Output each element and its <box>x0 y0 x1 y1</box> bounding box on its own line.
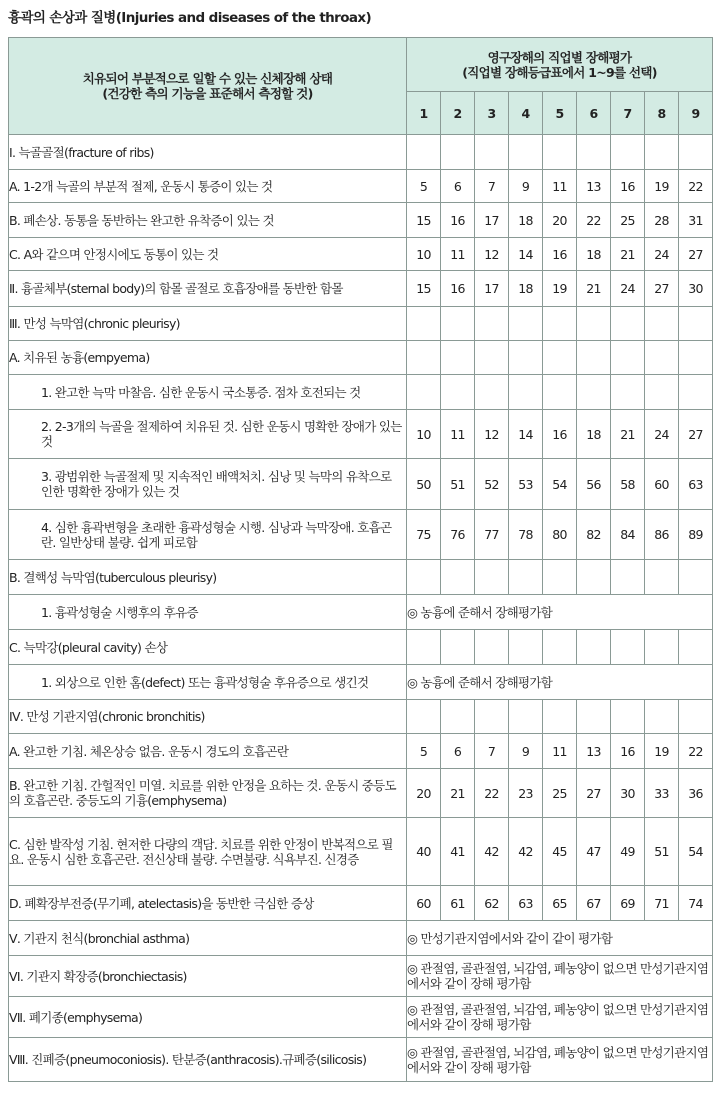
rating-cell: 14 <box>509 238 543 271</box>
rating-cell: 42 <box>475 818 509 886</box>
rating-cell: 78 <box>509 510 543 560</box>
table-row <box>9 665 713 700</box>
rating-cell: 24 <box>611 271 645 307</box>
rating-cell: 50 <box>407 459 441 510</box>
row-label: Ⅱ. 흉골체부(sternal body)의 함몰 골절로 호흡장애를 동반한 함몰 <box>9 271 407 307</box>
rating-cell: 16 <box>543 410 577 459</box>
row-label: Ⅷ. 진폐증(pneumoconiosis). 탄분증(anthracosis).규폐증(silicosis) <box>9 1038 407 1082</box>
rating-cell: 42 <box>509 818 543 886</box>
table-row <box>9 459 713 510</box>
rating-cell: 16 <box>441 203 475 238</box>
row-label: D. 폐확장부전증(무기폐, atelectasis)을 동반한 극심한 증상 <box>9 886 407 921</box>
rating-cell: 13 <box>577 734 611 769</box>
rating-cell: 11 <box>441 238 475 271</box>
rating-cell: 10 <box>407 410 441 459</box>
header-condition <box>9 38 407 135</box>
rating-cell: 86 <box>645 510 679 560</box>
rating-cell <box>509 700 543 734</box>
rating-cell: 11 <box>543 734 577 769</box>
rating-cell: 89 <box>679 510 713 560</box>
rating-cell: 22 <box>475 769 509 818</box>
column-header-9: 9 <box>679 92 713 135</box>
row-label: 2. 2-3개의 늑골을 절제하여 치유된 것. 심한 운동시 명확한 장애가 있는 것 <box>9 410 407 459</box>
rating-cell <box>611 135 645 170</box>
row-label: Ⅰ. 늑골골절(fracture of ribs) <box>9 135 407 170</box>
rating-cell <box>543 700 577 734</box>
header-condition-line2: (건강한 측의 기능을 표준해서 측정할 것) <box>102 86 313 101</box>
rating-cell <box>441 341 475 375</box>
rating-cell: 60 <box>407 886 441 921</box>
rating-cell: 65 <box>543 886 577 921</box>
table-row <box>9 375 713 410</box>
rating-cell <box>475 307 509 341</box>
rating-cell: 75 <box>407 510 441 560</box>
rating-cell <box>577 700 611 734</box>
rating-cell: 19 <box>645 734 679 769</box>
rating-cell: 27 <box>679 410 713 459</box>
rating-cell: 80 <box>543 510 577 560</box>
row-label: Ⅳ. 만성 기관지염(chronic bronchitis) <box>9 700 407 734</box>
rating-cell: 21 <box>577 271 611 307</box>
rating-cell: 13 <box>577 170 611 203</box>
column-header-1: 1 <box>407 92 441 135</box>
rating-cell: 22 <box>679 734 713 769</box>
rating-cell: 18 <box>509 271 543 307</box>
rating-cell <box>679 560 713 595</box>
table-row <box>9 170 713 203</box>
rating-cell: 16 <box>441 271 475 307</box>
row-label: Ⅵ. 기관지 확장증(bronchiectasis) <box>9 956 407 997</box>
rating-cell <box>407 375 441 410</box>
rating-cell: 16 <box>611 734 645 769</box>
rating-cell <box>577 341 611 375</box>
rating-cell <box>509 630 543 665</box>
rating-cell <box>475 375 509 410</box>
column-header-7: 7 <box>611 92 645 135</box>
table-row <box>9 341 713 375</box>
row-note: ◎ 농흉에 준해서 장해평가함 <box>407 595 713 630</box>
row-label: Ⅴ. 기관지 천식(bronchial asthma) <box>9 921 407 956</box>
rating-cell: 16 <box>611 170 645 203</box>
rating-cell: 12 <box>475 238 509 271</box>
rating-cell: 51 <box>441 459 475 510</box>
rating-cell <box>441 307 475 341</box>
rating-cell: 9 <box>509 734 543 769</box>
rating-cell <box>543 307 577 341</box>
rating-cell: 82 <box>577 510 611 560</box>
rating-cell: 28 <box>645 203 679 238</box>
rating-cell: 22 <box>577 203 611 238</box>
rating-cell <box>407 560 441 595</box>
rating-cell: 47 <box>577 818 611 886</box>
rating-cell: 20 <box>407 769 441 818</box>
rating-cell: 7 <box>475 734 509 769</box>
rating-cell: 31 <box>679 203 713 238</box>
rating-cell: 17 <box>475 271 509 307</box>
rating-cell <box>475 700 509 734</box>
header-rating-line1: 영구장해의 직업별 장해평가 <box>487 49 632 65</box>
rating-cell: 16 <box>543 238 577 271</box>
rating-cell <box>407 630 441 665</box>
rating-cell <box>645 135 679 170</box>
header-rating <box>407 38 713 92</box>
rating-cell: 27 <box>577 769 611 818</box>
rating-cell: 11 <box>543 170 577 203</box>
rating-cell <box>645 307 679 341</box>
rating-cell: 18 <box>577 410 611 459</box>
rating-cell <box>645 375 679 410</box>
table-row <box>9 630 713 665</box>
rating-cell: 67 <box>577 886 611 921</box>
row-label: C. A와 같으며 안정시에도 동통이 있는 것 <box>9 238 407 271</box>
row-label: 1. 완고한 늑막 마찰음. 심한 운동시 국소통증. 점차 호전되는 것 <box>9 375 407 410</box>
rating-cell <box>679 307 713 341</box>
rating-cell: 9 <box>509 170 543 203</box>
table-row <box>9 921 713 956</box>
rating-cell: 24 <box>645 238 679 271</box>
rating-cell: 15 <box>407 203 441 238</box>
table-row <box>9 595 713 630</box>
column-header-3: 3 <box>475 92 509 135</box>
rating-cell <box>407 307 441 341</box>
rating-cell: 10 <box>407 238 441 271</box>
table-row <box>9 238 713 271</box>
rating-cell <box>577 307 611 341</box>
rating-cell <box>611 375 645 410</box>
rating-cell: 6 <box>441 170 475 203</box>
rating-cell <box>509 307 543 341</box>
rating-cell <box>509 375 543 410</box>
rating-cell: 61 <box>441 886 475 921</box>
rating-cell: 52 <box>475 459 509 510</box>
table-row <box>9 818 713 886</box>
rating-cell: 56 <box>577 459 611 510</box>
table-row <box>9 135 713 170</box>
row-label: Ⅶ. 폐기종(emphysema) <box>9 997 407 1038</box>
disability-table <box>8 37 713 1082</box>
rating-cell <box>577 375 611 410</box>
rating-cell <box>577 630 611 665</box>
rating-cell <box>441 560 475 595</box>
rating-cell <box>441 375 475 410</box>
row-label: 1. 외상으로 인한 홈(defect) 또는 흉곽성형술 후유증으로 생긴것 <box>9 665 407 700</box>
rating-cell <box>441 700 475 734</box>
row-note: ◎ 관절염, 골관절염, 뇌감염, 폐농양이 없으면 만성기관지염에서와 같이 장해 평가함 <box>407 997 713 1038</box>
rating-cell <box>475 135 509 170</box>
table-row <box>9 734 713 769</box>
rating-cell: 24 <box>645 410 679 459</box>
rating-cell <box>509 341 543 375</box>
table-row <box>9 1038 713 1082</box>
rating-cell <box>543 630 577 665</box>
row-label: A. 1-2개 늑골의 부분적 절제, 운동시 통증이 있는 것 <box>9 170 407 203</box>
rating-cell: 54 <box>543 459 577 510</box>
rating-cell: 18 <box>509 203 543 238</box>
rating-cell: 40 <box>407 818 441 886</box>
rating-cell: 21 <box>441 769 475 818</box>
table-row <box>9 510 713 560</box>
column-header-6: 6 <box>577 92 611 135</box>
rating-cell: 77 <box>475 510 509 560</box>
row-label: B. 완고한 기침. 간헐적인 미열. 치료를 위한 안정을 요하는 것. 운동시 중등도의 호흡곤란. 중등도의 기흉(emphysema) <box>9 769 407 818</box>
rating-cell: 51 <box>645 818 679 886</box>
row-label: A. 치유된 농흉(empyema) <box>9 341 407 375</box>
row-note: ◎ 농흉에 준해서 장해평가함 <box>407 665 713 700</box>
row-label: 3. 광범위한 늑골절제 및 지속적인 배액처치. 심낭 및 늑막의 유착으로 인한 명확한 장애가 있는 것 <box>9 459 407 510</box>
rating-cell: 60 <box>645 459 679 510</box>
row-note: ◎ 관절염, 골관절염, 뇌감염, 폐농양이 없으면 만성기관지염에서와 같이 장해 평가함 <box>407 1038 713 1082</box>
rating-cell: 30 <box>679 271 713 307</box>
row-label: C. 심한 발작성 기침. 현저한 다량의 객담. 치료를 위한 안정이 반복적으로 필요. 운동시 심한 호흡곤란. 전신상태 불량. 수면불량. 식욕부진. 신경증 <box>9 818 407 886</box>
row-label: A. 완고한 기침. 체온상승 없음. 운동시 경도의 호흡곤란 <box>9 734 407 769</box>
table-row <box>9 956 713 997</box>
rating-cell: 14 <box>509 410 543 459</box>
row-label: 4. 심한 흉곽변형을 초래한 흉곽성형술 시행. 심낭과 늑막장애. 호흡곤란. 일반상태 불량. 쉽게 피로함 <box>9 510 407 560</box>
table-row <box>9 271 713 307</box>
rating-cell: 19 <box>645 170 679 203</box>
rating-cell: 25 <box>543 769 577 818</box>
rating-cell <box>611 307 645 341</box>
table-row <box>9 307 713 341</box>
rating-cell: 84 <box>611 510 645 560</box>
column-header-5: 5 <box>543 92 577 135</box>
rating-cell <box>611 700 645 734</box>
rating-cell: 22 <box>679 170 713 203</box>
rating-cell: 54 <box>679 818 713 886</box>
page-title: 흉곽의 손상과 질병(Injuries and diseases of the throax) <box>8 10 372 26</box>
rating-cell <box>543 341 577 375</box>
rating-cell: 20 <box>543 203 577 238</box>
rating-cell <box>407 135 441 170</box>
row-note: ◎ 관절염, 골관절염, 뇌감염, 폐농양이 없으면 만성기관지염에서와 같이 장해 평가함 <box>407 956 713 997</box>
rating-cell: 7 <box>475 170 509 203</box>
rating-cell <box>543 560 577 595</box>
rating-cell <box>407 341 441 375</box>
rating-cell <box>577 560 611 595</box>
rating-cell: 5 <box>407 734 441 769</box>
rating-cell <box>543 375 577 410</box>
rating-cell: 30 <box>611 769 645 818</box>
rating-cell: 53 <box>509 459 543 510</box>
column-header-8: 8 <box>645 92 679 135</box>
row-label: B. 결핵성 늑막염(tuberculous pleurisy) <box>9 560 407 595</box>
rating-cell: 36 <box>679 769 713 818</box>
rating-cell: 33 <box>645 769 679 818</box>
rating-cell: 41 <box>441 818 475 886</box>
rating-cell: 18 <box>577 238 611 271</box>
rating-cell <box>441 630 475 665</box>
rating-cell: 27 <box>679 238 713 271</box>
rating-cell <box>441 135 475 170</box>
table-row <box>9 700 713 734</box>
row-label: C. 늑막강(pleural cavity) 손상 <box>9 630 407 665</box>
rating-cell <box>611 341 645 375</box>
rating-cell <box>679 630 713 665</box>
header-rating-line2: (직업별 장해등급표에서 1~9를 선택) <box>462 64 657 80</box>
rating-cell <box>475 560 509 595</box>
rating-cell: 19 <box>543 271 577 307</box>
rating-cell: 12 <box>475 410 509 459</box>
table-row <box>9 560 713 595</box>
rating-cell: 63 <box>509 886 543 921</box>
rating-cell <box>577 135 611 170</box>
rating-cell <box>475 341 509 375</box>
rating-cell: 25 <box>611 203 645 238</box>
rating-cell <box>679 375 713 410</box>
rating-cell: 23 <box>509 769 543 818</box>
rating-cell <box>645 560 679 595</box>
rating-cell: 21 <box>611 410 645 459</box>
rating-cell <box>509 135 543 170</box>
rating-cell <box>645 700 679 734</box>
table-row <box>9 203 713 238</box>
rating-cell: 21 <box>611 238 645 271</box>
rating-cell: 11 <box>441 410 475 459</box>
row-note: ◎ 만성기관지염에서와 같이 같이 평가함 <box>407 921 713 956</box>
rating-cell: 5 <box>407 170 441 203</box>
rating-cell: 6 <box>441 734 475 769</box>
rating-cell <box>611 630 645 665</box>
rating-cell <box>679 341 713 375</box>
rating-cell <box>475 630 509 665</box>
table-row <box>9 769 713 818</box>
column-header-2: 2 <box>441 92 475 135</box>
rating-cell <box>543 135 577 170</box>
row-label: 1. 흉곽성형술 시행후의 후유증 <box>9 595 407 630</box>
row-label: B. 폐손상. 동통을 동반하는 완고한 유착증이 있는 것 <box>9 203 407 238</box>
rating-cell: 71 <box>645 886 679 921</box>
rating-cell <box>509 560 543 595</box>
rating-cell <box>679 700 713 734</box>
table-row <box>9 410 713 459</box>
rating-cell: 69 <box>611 886 645 921</box>
rating-cell <box>679 135 713 170</box>
column-header-4: 4 <box>509 92 543 135</box>
rating-cell: 27 <box>645 271 679 307</box>
rating-cell: 63 <box>679 459 713 510</box>
table-row <box>9 886 713 921</box>
table-row <box>9 997 713 1038</box>
rating-cell <box>645 630 679 665</box>
rating-cell: 58 <box>611 459 645 510</box>
rating-cell: 15 <box>407 271 441 307</box>
rating-cell <box>407 700 441 734</box>
rating-cell: 74 <box>679 886 713 921</box>
header-condition-line1: 치유되어 부분적으로 일할 수 있는 신체장해 상태 <box>82 71 333 86</box>
row-label: Ⅲ. 만성 늑막염(chronic pleurisy) <box>9 307 407 341</box>
rating-cell: 49 <box>611 818 645 886</box>
rating-cell <box>611 560 645 595</box>
rating-cell: 17 <box>475 203 509 238</box>
rating-cell: 76 <box>441 510 475 560</box>
rating-cell: 62 <box>475 886 509 921</box>
rating-cell: 45 <box>543 818 577 886</box>
rating-cell <box>645 341 679 375</box>
